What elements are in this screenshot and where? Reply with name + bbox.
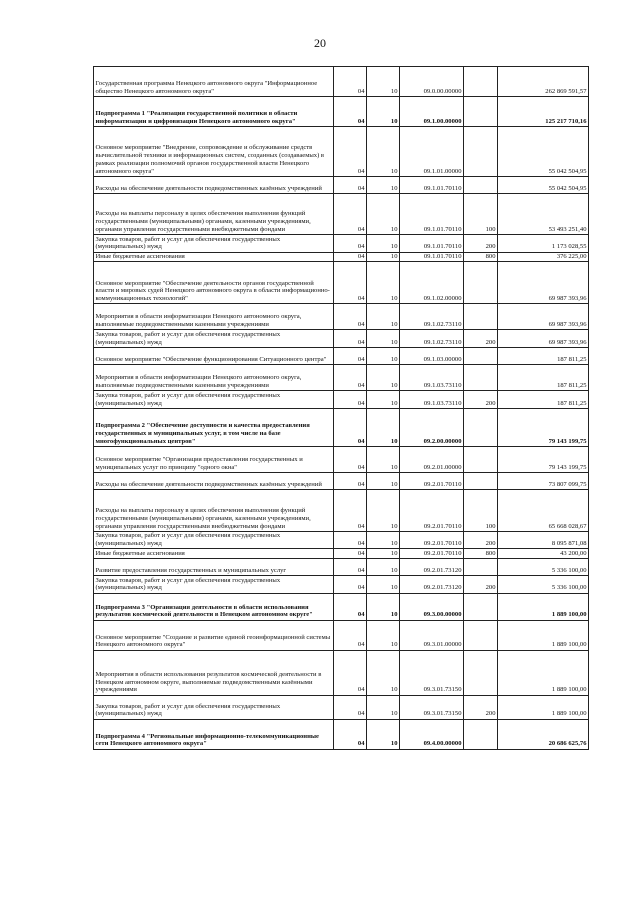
section-code-cell: 10 [367, 549, 400, 559]
ministry-code-cell: 04 [334, 262, 367, 304]
table-row [94, 549, 589, 559]
table-row [94, 472, 589, 489]
item-name-cell: Подпрограмма 3 "Организация деятельности в области использования результатов космической деятельности в Ненецком автономном округе" [94, 593, 334, 620]
expense-type-cell: 200 [464, 531, 498, 549]
expense-type-cell [464, 262, 498, 304]
ministry-code-cell: 04 [334, 650, 367, 695]
item-name-cell: Закупка товаров, работ и услуг для обеспечения государственных (муниципальных) нужд [94, 695, 334, 719]
target-article-cell: 09.1.01.70110 [400, 252, 464, 262]
target-article-cell: 09.2.01.00000 [400, 446, 464, 472]
amount-cell: 5 336 100,00 [498, 576, 589, 594]
amount-cell: 376 225,00 [498, 252, 589, 262]
item-name-cell: Расходы на обеспечение деятельности подведомственных казённых учреждений [94, 177, 334, 194]
expense-type-cell [464, 650, 498, 695]
expense-type-cell [464, 97, 498, 127]
expense-type-cell [464, 304, 498, 330]
section-code-cell: 10 [367, 177, 400, 194]
item-name-cell: Подпрограмма 4 "Региональные информационно-телекоммуникационные сети Ненецкого автономного округа" [94, 719, 334, 749]
table-row [94, 408, 589, 446]
table-row [94, 390, 589, 408]
expense-type-cell [464, 127, 498, 177]
section-code-cell: 10 [367, 446, 400, 472]
table-row [94, 650, 589, 695]
item-name-cell: Закупка товаров, работ и услуг для обеспечения государственных (муниципальных) нужд [94, 330, 334, 348]
table-row [94, 576, 589, 594]
table-row [94, 593, 589, 620]
amount-cell: 1 889 100,00 [498, 620, 589, 650]
item-name-cell: Развитие предоставления государственных и муниципальных услуг [94, 559, 334, 576]
ministry-code-cell: 04 [334, 576, 367, 594]
table-row [94, 620, 589, 650]
table-row [94, 489, 589, 531]
ministry-code-cell: 04 [334, 390, 367, 408]
target-article-cell: 09.2.01.73120 [400, 559, 464, 576]
section-code-cell: 10 [367, 576, 400, 594]
expense-type-cell [464, 446, 498, 472]
amount-cell: 65 668 028,67 [498, 489, 589, 531]
table-row [94, 330, 589, 348]
expense-type-cell [464, 559, 498, 576]
section-code-cell: 10 [367, 559, 400, 576]
section-code-cell: 10 [367, 127, 400, 177]
target-article-cell: 09.1.01.70110 [400, 235, 464, 253]
amount-cell: 79 143 199,75 [498, 446, 589, 472]
expense-type-cell: 200 [464, 695, 498, 719]
target-article-cell: 09.1.03.73110 [400, 364, 464, 390]
section-code-cell: 10 [367, 650, 400, 695]
table-row [94, 559, 589, 576]
ministry-code-cell: 04 [334, 549, 367, 559]
table-row [94, 262, 589, 304]
item-name-cell: Основное мероприятие "Обеспечение деятельности органов государственной власти и мировых судей Ненецкого автономного округа в области информационно-коммуникационных технологий" [94, 262, 334, 304]
section-code-cell: 10 [367, 347, 400, 364]
target-article-cell: 09.3.00.00000 [400, 593, 464, 620]
item-name-cell: Мероприятия в области информатизации Ненецкого автономного округа, выполняемые подведомственными казенными учреждениями [94, 364, 334, 390]
table-row [94, 531, 589, 549]
ministry-code-cell: 04 [334, 97, 367, 127]
amount-cell: 1 889 100,00 [498, 695, 589, 719]
amount-cell: 187 811,25 [498, 364, 589, 390]
expense-type-cell [464, 408, 498, 446]
amount-cell: 69 987 393,96 [498, 262, 589, 304]
target-article-cell: 09.0.00.00000 [400, 67, 464, 97]
expense-type-cell [464, 620, 498, 650]
amount-cell: 73 807 099,75 [498, 472, 589, 489]
section-code-cell: 10 [367, 593, 400, 620]
target-article-cell: 09.1.02.73110 [400, 304, 464, 330]
amount-cell: 1 889 100,00 [498, 593, 589, 620]
amount-cell: 8 095 871,08 [498, 531, 589, 549]
item-name-cell: Мероприятия в области использования результатов космической деятельности в Ненецком автономном округе, выполняемые подведомственными казёнными учреждениями [94, 650, 334, 695]
expense-type-cell: 100 [464, 489, 498, 531]
expense-type-cell [464, 593, 498, 620]
section-code-cell: 10 [367, 531, 400, 549]
ministry-code-cell: 04 [334, 559, 367, 576]
ministry-code-cell: 04 [334, 177, 367, 194]
item-name-cell: Расходы на выплаты персоналу в целях обеспечения выполнения функций государственными (муниципальными) органами, казенными учреждениями, органами управления государственными внебюджетными фондами [94, 194, 334, 235]
ministry-code-cell: 04 [334, 531, 367, 549]
expense-type-cell: 200 [464, 330, 498, 348]
ministry-code-cell: 04 [334, 446, 367, 472]
target-article-cell: 09.2.01.70110 [400, 489, 464, 531]
item-name-cell: Закупка товаров, работ и услуг для обеспечения государственных (муниципальных) нужд [94, 576, 334, 594]
section-code-cell: 10 [367, 472, 400, 489]
target-article-cell: 09.4.00.00000 [400, 719, 464, 749]
expense-type-cell [464, 347, 498, 364]
item-name-cell: Подпрограмма 1 "Реализация государственной политики в области информатизации и цифровизации Ненецкого автономного округа" [94, 97, 334, 127]
amount-cell: 55 042 504,95 [498, 177, 589, 194]
ministry-code-cell: 04 [334, 127, 367, 177]
item-name-cell: Мероприятия в области информатизации Ненецкого автономного округа, выполняемые подведомственными казенными учреждениями [94, 304, 334, 330]
target-article-cell: 09.1.02.73110 [400, 330, 464, 348]
expense-type-cell: 200 [464, 235, 498, 253]
section-code-cell: 10 [367, 390, 400, 408]
amount-cell: 69 987 393,96 [498, 330, 589, 348]
amount-cell: 125 217 710,16 [498, 97, 589, 127]
table-row [94, 719, 589, 749]
expense-type-cell: 800 [464, 549, 498, 559]
section-code-cell: 10 [367, 97, 400, 127]
table-row [94, 695, 589, 719]
section-code-cell: 10 [367, 489, 400, 531]
expense-type-cell [464, 177, 498, 194]
ministry-code-cell: 04 [334, 695, 367, 719]
item-name-cell: Закупка товаров, работ и услуг для обеспечения государственных (муниципальных) нужд [94, 235, 334, 253]
amount-cell: 69 987 393,96 [498, 304, 589, 330]
section-code-cell: 10 [367, 304, 400, 330]
ministry-code-cell: 04 [334, 472, 367, 489]
amount-cell: 79 143 199,75 [498, 408, 589, 446]
ministry-code-cell: 04 [334, 489, 367, 531]
table-row [94, 304, 589, 330]
target-article-cell: 09.1.01.70110 [400, 177, 464, 194]
target-article-cell: 09.3.01.73150 [400, 650, 464, 695]
ministry-code-cell: 04 [334, 620, 367, 650]
table-row [94, 177, 589, 194]
target-article-cell: 09.3.01.00000 [400, 620, 464, 650]
ministry-code-cell: 04 [334, 364, 367, 390]
item-name-cell: Основное мероприятие "Создание и развитие единой геоинформационной системы Ненецкого автономного округа" [94, 620, 334, 650]
target-article-cell: 09.2.00.00000 [400, 408, 464, 446]
ministry-code-cell: 04 [334, 235, 367, 253]
ministry-code-cell: 04 [334, 593, 367, 620]
expense-type-cell [464, 719, 498, 749]
amount-cell: 187 811,25 [498, 347, 589, 364]
section-code-cell: 10 [367, 67, 400, 97]
page-number: 20 [314, 36, 326, 50]
section-code-cell: 10 [367, 364, 400, 390]
section-code-cell: 10 [367, 235, 400, 253]
budget-table [93, 66, 589, 750]
item-name-cell: Государственная программа Ненецкого автономного округа "Информационное общество Ненецкого автономного округа" [94, 67, 334, 97]
target-article-cell: 09.1.02.00000 [400, 262, 464, 304]
item-name-cell: Иные бюджетные ассигнования [94, 252, 334, 262]
ministry-code-cell: 04 [334, 330, 367, 348]
expense-type-cell [464, 472, 498, 489]
expense-type-cell: 200 [464, 390, 498, 408]
target-article-cell: 09.1.03.00000 [400, 347, 464, 364]
table-row [94, 446, 589, 472]
item-name-cell: Закупка товаров, работ и услуг для обеспечения государственных (муниципальных) нужд [94, 531, 334, 549]
expense-type-cell: 100 [464, 194, 498, 235]
item-name-cell: Основное мероприятие "Обеспечение функционирования Ситуационного центра" [94, 347, 334, 364]
amount-cell: 53 493 251,40 [498, 194, 589, 235]
table-row [94, 364, 589, 390]
amount-cell: 262 869 591,57 [498, 67, 589, 97]
amount-cell: 1 173 028,55 [498, 235, 589, 253]
amount-cell: 187 811,25 [498, 390, 589, 408]
table-row [94, 194, 589, 235]
section-code-cell: 10 [367, 194, 400, 235]
item-name-cell: Основное мероприятие "Внедрение, сопровождение и обслуживание средств вычислительной техники и информационных систем, созданных (создаваемых) в рамках реализации полномочий органов государственной власти Ненецкого автономного округа" [94, 127, 334, 177]
target-article-cell: 09.1.00.00000 [400, 97, 464, 127]
ministry-code-cell: 04 [334, 252, 367, 262]
ministry-code-cell: 04 [334, 408, 367, 446]
target-article-cell: 09.2.01.70110 [400, 549, 464, 559]
section-code-cell: 10 [367, 719, 400, 749]
amount-cell: 20 686 625,76 [498, 719, 589, 749]
amount-cell: 55 042 504,95 [498, 127, 589, 177]
amount-cell: 1 889 100,00 [498, 650, 589, 695]
expense-type-cell: 800 [464, 252, 498, 262]
expense-type-cell [464, 364, 498, 390]
item-name-cell: Иные бюджетные ассигнования [94, 549, 334, 559]
table-row [94, 347, 589, 364]
item-name-cell: Подпрограмма 2 "Обеспечение доступности и качества предоставления государственных и муниципальных услуг, в том числе на базе многофункциональных центров" [94, 408, 334, 446]
section-code-cell: 10 [367, 408, 400, 446]
table-row [94, 97, 589, 127]
target-article-cell: 09.1.01.70110 [400, 194, 464, 235]
table-row [94, 252, 589, 262]
item-name-cell: Расходы на выплаты персоналу в целях обеспечения выполнения функций государственными (муниципальными) органами, казенными учреждениями, органами управления государственными внебюджетными фондами [94, 489, 334, 531]
amount-cell: 43 200,00 [498, 549, 589, 559]
amount-cell: 5 336 100,00 [498, 559, 589, 576]
target-article-cell: 09.1.01.00000 [400, 127, 464, 177]
target-article-cell: 09.2.01.70110 [400, 472, 464, 489]
table-row [94, 127, 589, 177]
expense-type-cell: 200 [464, 576, 498, 594]
table-row [94, 235, 589, 253]
target-article-cell: 09.2.01.70110 [400, 531, 464, 549]
ministry-code-cell: 04 [334, 304, 367, 330]
expense-type-cell [464, 67, 498, 97]
item-name-cell: Основное мероприятие "Организация предоставления государственных и муниципальных услуг по принципу "одного окна" [94, 446, 334, 472]
section-code-cell: 10 [367, 252, 400, 262]
section-code-cell: 10 [367, 262, 400, 304]
target-article-cell: 09.1.03.73110 [400, 390, 464, 408]
table-row [94, 67, 589, 97]
item-name-cell: Закупка товаров, работ и услуг для обеспечения государственных (муниципальных) нужд [94, 390, 334, 408]
budget-table-body [94, 67, 589, 750]
ministry-code-cell: 04 [334, 194, 367, 235]
ministry-code-cell: 04 [334, 67, 367, 97]
ministry-code-cell: 04 [334, 347, 367, 364]
section-code-cell: 10 [367, 695, 400, 719]
section-code-cell: 10 [367, 330, 400, 348]
target-article-cell: 09.2.01.73120 [400, 576, 464, 594]
target-article-cell: 09.3.01.73150 [400, 695, 464, 719]
item-name-cell: Расходы на обеспечение деятельности подведомственных казённых учреждений [94, 472, 334, 489]
ministry-code-cell: 04 [334, 719, 367, 749]
section-code-cell: 10 [367, 620, 400, 650]
